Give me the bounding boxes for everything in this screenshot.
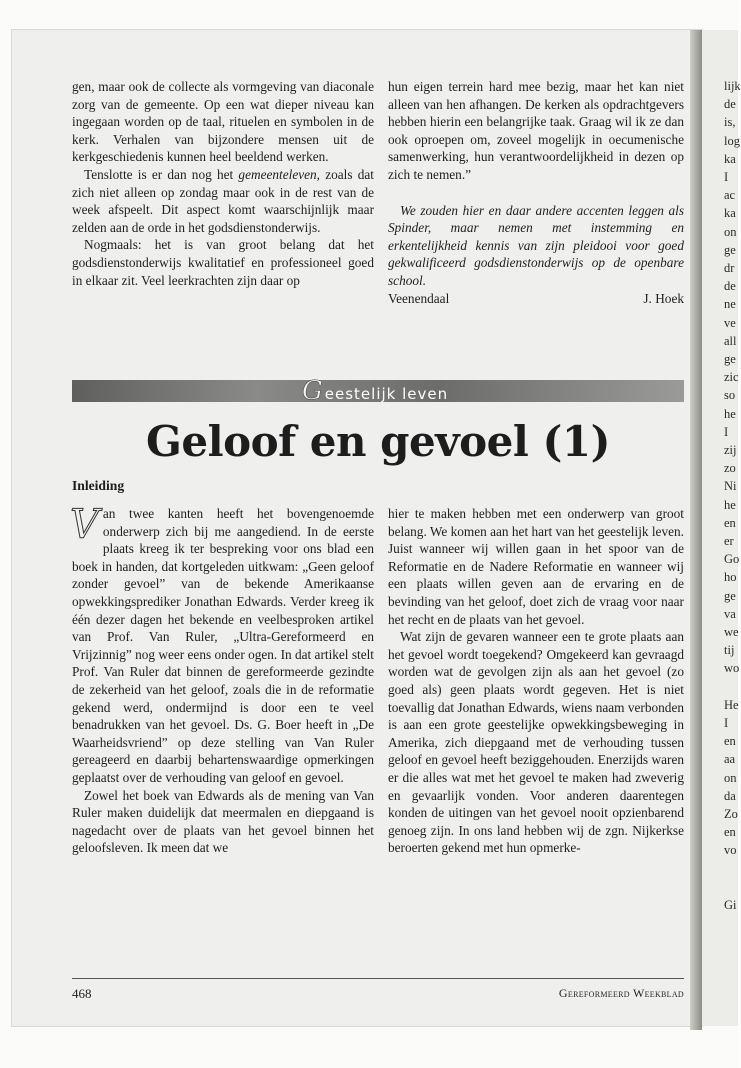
section-initial: G: [302, 376, 324, 406]
next-page-text-fragment: zic: [724, 370, 739, 385]
paragraph: Tenslotte is er dan nog het gemeenteleven, zoals dat zich niet alleen op zondag maar ook in de rest van de week afspeelt. Dit aspect komt waarschijnlijk maar zelden aan de orde in het godsdienstonderwijs.: [72, 166, 374, 235]
next-page-text-fragment: all: [724, 333, 737, 348]
next-page-text-fragment: we: [724, 625, 739, 639]
paragraph: Wat zijn de gevaren wanneer een te grote plaats aan het gevoel wordt toegekend? Omgekeerd kan gevraagd worden wat de gevolgen zijn als aan het gevoel (zo goed als) geen plaats wordt gegeven. Het is niet toevallig dat Jonathan Edwards, wiens naam verbonden is aan een grote geestelijke opwekkingsbeweging in Amerika, zich diepgaand met de verhouding tussen geloof en gevoel heeft beziggehouden. Enerzijds waren er die alles wat met het gevoel te maken had zweverig en gevaarlijk vonden. Voor anderen daarentegen konden de uitingen van het gevoel nooit opzienbarend genoeg zijn. In ons land hebben wij de zgn. Nijkerkse beroerten gekend met hun opmerke-: [388, 629, 684, 856]
next-page-text-fragment: Ni: [724, 479, 737, 494]
top-column-left: [72, 78, 374, 289]
next-page-text-fragment: aa: [724, 752, 736, 767]
next-page-text-fragment: is,: [724, 115, 736, 130]
page-gutter: [690, 30, 702, 1030]
next-page-text-fragment: so: [724, 388, 736, 403]
next-page-text-fragment: ve: [724, 315, 736, 330]
next-page-text-fragment: ka: [724, 151, 736, 166]
footer-rule: [72, 978, 684, 979]
article-subheading: Inleiding: [72, 478, 125, 493]
next-page-text-fragment: dr: [724, 261, 735, 275]
next-page-text-fragment: zo: [724, 461, 736, 476]
drop-cap: V: [70, 502, 99, 548]
next-page-text-fragment: Gi: [724, 898, 737, 912]
top-column-right: [388, 78, 684, 307]
paragraph: hier te maken hebben met een onderwerp van groot belang. We komen aan het hart van het geestelijk leven. Juist wanneer wij willen gaan in het spoor van de Reformatie en de Nadere Reformatie en wanneer wij een plaats willen geven aan de ervaring en de bevinding van het geloof, doet zich de vraag voor naar het recht en de plaats van het gevoel.: [388, 506, 684, 627]
next-page-text-fragment: vo: [724, 843, 737, 858]
next-page-text-fragment: ge: [724, 352, 736, 366]
next-page-text-fragment: I: [724, 170, 729, 184]
next-page-text-fragment: de: [724, 279, 736, 294]
next-page-text-fragment: ge: [724, 242, 736, 257]
next-page-text-fragment: en: [724, 734, 736, 749]
section-label-text: eestelijk leven: [324, 385, 449, 403]
signature-place: Veenendaal: [388, 290, 450, 306]
next-page-text-fragment: log: [724, 133, 740, 148]
article-column-right: [388, 505, 684, 857]
article-column-left: [70, 502, 374, 857]
next-page-text-fragment: lijk: [724, 79, 741, 93]
next-page-text-fragment: ho: [724, 570, 737, 585]
next-page-text-fragment: He: [724, 697, 739, 712]
next-page-text-fragment: da: [724, 788, 736, 803]
next-page-text-fragment: he: [724, 406, 736, 421]
paragraph: gen, maar ook de collecte als vormgeving van diaconale zorg van de gemeente. Op een wat dieper niveau kan ingegaan worden op de taal, rituelen en symbolen in de kerk. Verhalen van bijzondere mensen uit de kerkgeschiedenis kunnen heel beeldend werken.: [72, 79, 374, 165]
next-page-text-fragment: va: [724, 606, 736, 621]
next-page-text-fragment: he: [724, 497, 736, 512]
next-page-text-fragment: Zo: [724, 807, 738, 821]
next-page-text-fragment: zij: [724, 443, 737, 457]
next-page-edge: [702, 30, 741, 1026]
next-page-text-fragment: de: [724, 97, 736, 112]
editorial-comment: We zouden hier en daar andere accenten leggen als Spinder, maar nemen met instemming en erkentelijkheid kennis van zijn pleidooi voor goed gekwalificeerd godsdienstonderwijs op de openbare school.: [388, 202, 684, 288]
page-number: 468: [72, 986, 92, 1001]
paragraph: Van twee kanten heeft het bovengenoemde onderwerp zich bij me aangediend. In de eerste plaats kreeg ik ter bespreking voor ons blad een boek in handen, dat kortgeleden uitkwam: „Geen geloof zonder gevoel” van de bekende Amerikaanse opwekkingsprediker Jonathan Edwards. Verder kreeg ik één dezer dagen het bekende en veelbesproken artikel van Prof. Van Ruler, „Ultra-Gereformeerd en Vrijzinnig” nog weer eens onder ogen. In dat artikel stelt Prof. Van Ruler dat binnen de gereformeerde gezindte de zekerheid van het geloof, zoals die in de reformatie gekend werd, ondermijnd is door een te veel benadrukken van het gevoel. Ds. G. Boer heeft in „De Waarheidsvriend” op deze stelling van Van Ruler gereageerd en daarbij behartenswaardige opmerkingen geplaatst over de verhouding van geloof en gevoel.: [70, 502, 374, 785]
paragraph: Zowel het boek van Edwards als de mening van Van Ruler maken duidelijk dat meermalen en diepgaand is nagedacht over de plaats van het gevoel binnen het geloofsleven. Ik meen dat we: [72, 787, 374, 856]
section-label: [302, 378, 470, 404]
article-title: Geloof en gevoel (1): [146, 417, 610, 466]
next-page-text-fragment: er: [724, 534, 734, 548]
next-page-text-fragment: on: [724, 770, 737, 785]
next-page-text-fragment: wo: [724, 661, 740, 676]
next-page-text-fragment: en: [724, 515, 736, 530]
next-page-text-fragment: tij: [724, 643, 735, 658]
next-page-text-fragment: ge: [724, 588, 736, 603]
next-page-text-fragment: I: [724, 424, 729, 439]
paragraph: hun eigen terrein hard mee bezig, maar het kan niet alleen van hen afhangen. De kerken als opdrachtgevers hebben hierin een belangrijke taak. Graag wil ik ze dan ook oproepen om, zoveel mogelijk in oecumenische samenwerking, hun verantwoordelijkheid in dezen op zich te nemen.”: [388, 79, 684, 182]
paragraph: Nogmaals: het is van groot belang dat het godsdienstonderwijs kwalitatief en professioneel goed in elkaar zit. Veel leerkrachten zijn daar op: [72, 237, 374, 288]
signature-author: J. Hoek: [643, 290, 684, 306]
next-page-text-fragment: en: [724, 825, 736, 840]
signature: [388, 290, 684, 308]
next-page-text-fragment: ne: [724, 297, 736, 312]
next-page-text-fragment: Go: [724, 552, 740, 567]
next-page-text-fragment: ka: [724, 206, 736, 221]
next-page-text-fragment: I: [724, 716, 729, 730]
next-page-text-fragment: ac: [724, 188, 736, 203]
next-page-text-fragment: on: [724, 224, 737, 239]
journal-name: Gereformeerd Weekblad: [558, 986, 684, 1000]
